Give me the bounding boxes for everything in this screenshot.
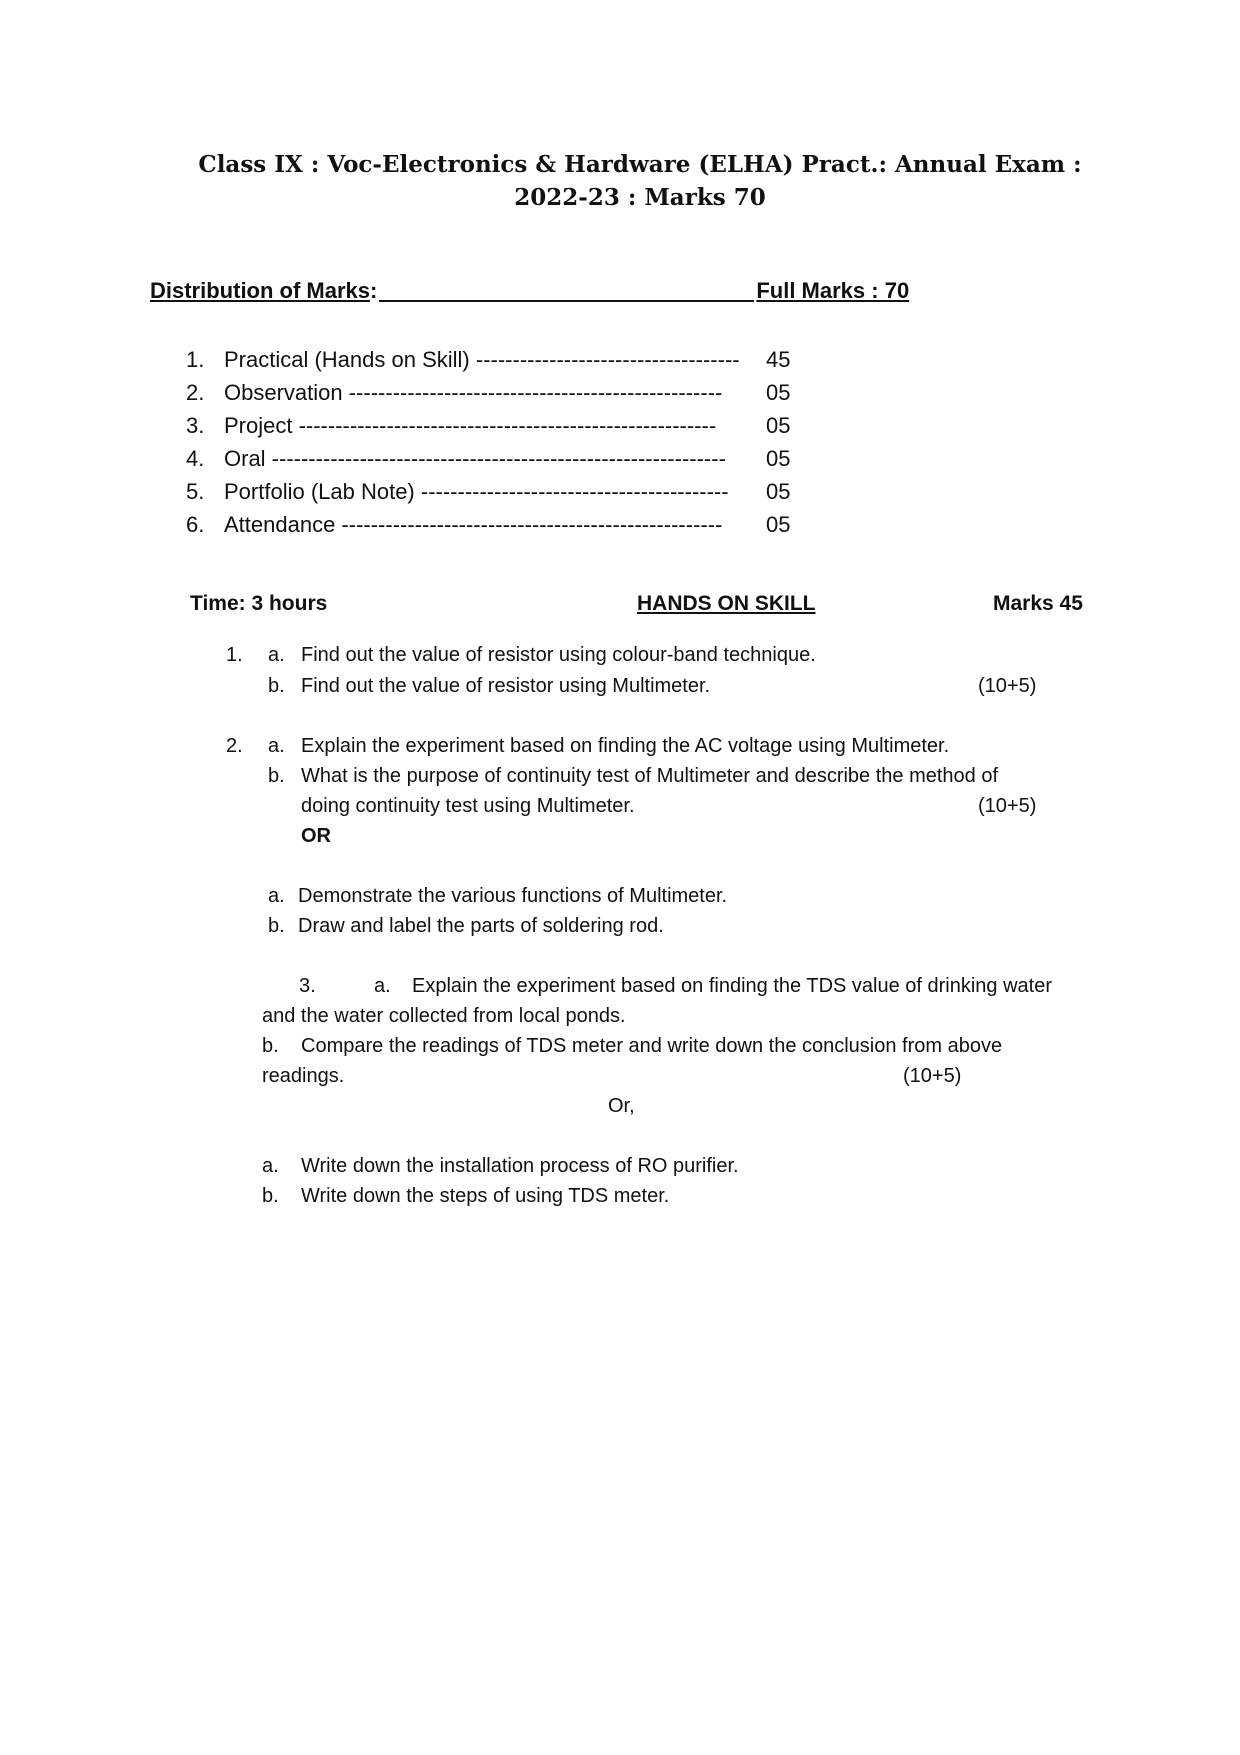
item-number: 3. [186, 413, 205, 438]
item-marks: 05 [766, 413, 791, 438]
item-text: Oral -------------------------------------------------------------- [224, 446, 726, 471]
title-line-1: Class IX : Voc-Electronics & Hardware (ELHA) Pract.: Annual Exam : [198, 151, 1082, 178]
question-3b-text-line-1: Compare the readings of TDS meter and write down the conclusion from above [301, 1035, 1003, 1057]
question-2b-text-line-2: doing continuity test using Multimeter. [301, 795, 635, 817]
question-2-number: 2. [226, 735, 243, 757]
question-2-alt-a-label: a. [268, 885, 285, 907]
question-2-alt-a-text: Demonstrate the various functions of Multimeter. [298, 885, 728, 907]
question-1a-label: a. [268, 644, 285, 666]
item-number: 4. [186, 446, 205, 471]
question-3-or: Or, [608, 1095, 635, 1117]
question-1-score: (10+5) [978, 675, 1037, 697]
question-2a-label: a. [268, 735, 285, 757]
question-2-or: OR [301, 825, 331, 847]
question-3b-label: b. [262, 1035, 279, 1057]
question-3a-text-line-2: and the water collected from local ponds. [262, 1005, 626, 1027]
question-3-number: 3. [299, 975, 316, 997]
item-number: 5. [186, 479, 205, 504]
question-3a-text-line-1: Explain the experiment based on finding the TDS value of drinking water [412, 975, 1053, 997]
distribution-rule [379, 300, 754, 302]
section-marks: Marks 45 [993, 592, 1083, 615]
question-3-alt-b-text: Write down the steps of using TDS meter. [301, 1185, 670, 1207]
item-number: 2. [186, 380, 205, 405]
question-3b-text-line-2: readings. [262, 1065, 345, 1087]
section-title: HANDS ON SKILL [637, 592, 816, 615]
question-2a-text: Explain the experiment based on finding the AC voltage using Multimeter. [301, 735, 950, 757]
item-number: 6. [186, 512, 205, 537]
item-marks: 05 [766, 512, 791, 537]
question-2-alt-b-text: Draw and label the parts of soldering rod. [298, 915, 664, 937]
list-item [186, 409, 791, 442]
list-item [186, 475, 791, 508]
question-1-number: 1. [226, 644, 243, 666]
page-title [130, 148, 1150, 214]
item-text: Practical (Hands on Skill) ------------------------------------ [224, 347, 740, 372]
distribution-heading [150, 278, 909, 304]
full-marks: Full Marks : 70 [756, 278, 910, 303]
item-text: Portfolio (Lab Note) ------------------------------------------ [224, 479, 729, 504]
list-item [186, 376, 791, 409]
list-item [186, 442, 791, 475]
question-2b-label: b. [268, 765, 285, 787]
question-2-score: (10+5) [978, 795, 1037, 817]
question-3-score: (10+5) [903, 1065, 962, 1087]
list-item [186, 343, 791, 376]
item-text: Observation --------------------------------------------------- [224, 380, 723, 405]
question-1b-text: Find out the value of resistor using Multimeter. [301, 675, 711, 697]
item-marks: 05 [766, 380, 791, 405]
question-3-alt-b-label: b. [262, 1185, 279, 1207]
question-3-alt-a-text: Write down the installation process of RO purifier. [301, 1155, 739, 1177]
marks-distribution-list [186, 343, 791, 541]
item-text: Project --------------------------------------------------------- [224, 413, 717, 438]
question-2b-text-line-1: What is the purpose of continuity test of Multimeter and describe the method of [301, 765, 999, 787]
question-1b-label: b. [268, 675, 285, 697]
item-marks: 05 [766, 446, 791, 471]
distribution-colon: : [370, 278, 378, 303]
item-text: Attendance ---------------------------------------------------- [224, 512, 723, 537]
question-3-alt-a-label: a. [262, 1155, 279, 1177]
section-header [190, 592, 1090, 624]
question-2-alt-b-label: b. [268, 915, 285, 937]
list-item [186, 508, 791, 541]
question-3a-label: a. [374, 975, 391, 997]
exam-time: Time: 3 hours [190, 592, 328, 615]
question-1a-text: Find out the value of resistor using colour-band technique. [301, 644, 816, 666]
item-number: 1. [186, 347, 205, 372]
item-marks: 45 [766, 347, 791, 372]
title-line-2: 2022-23 : Marks 70 [514, 184, 766, 211]
item-marks: 05 [766, 479, 791, 504]
distribution-label: Distribution of Marks [150, 278, 371, 303]
